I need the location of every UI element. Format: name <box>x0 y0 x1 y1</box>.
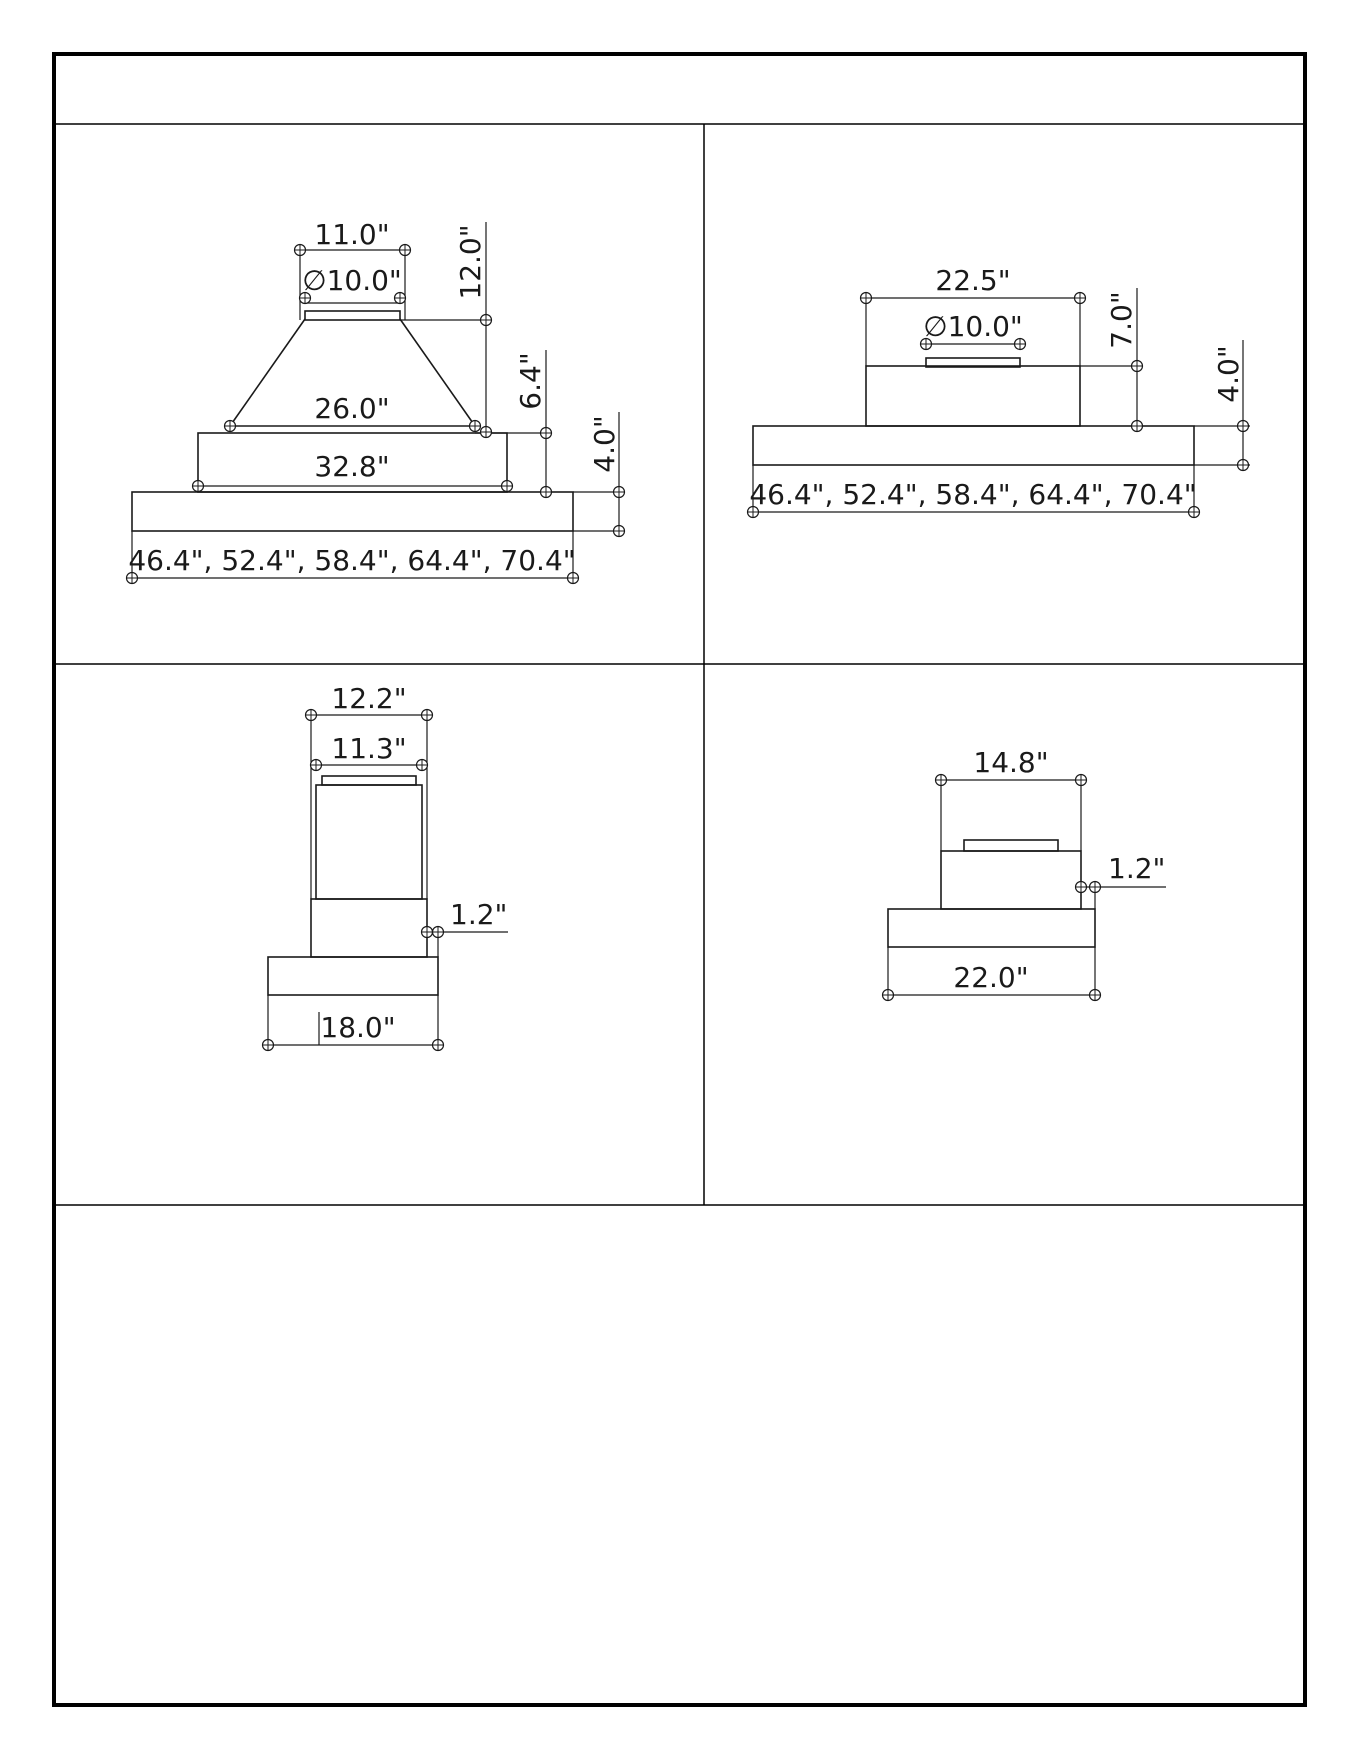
dim-middle-width: 32.8" <box>314 450 390 483</box>
dim-trapezoid-height: 6.4" <box>514 352 547 410</box>
dim-base-height: 4.0" <box>588 415 621 473</box>
dim-outer-width: 12.2" <box>331 682 407 715</box>
dim-top-width: 11.0" <box>314 218 390 251</box>
dim-offset: 1.2" <box>450 898 508 931</box>
dim-base-depth: 18.0" <box>320 1011 396 1044</box>
front-view-chimney-hood <box>127 218 626 584</box>
dim-upper-width-side: 14.8" <box>973 746 1049 779</box>
dim-inner-width: 11.3" <box>331 732 407 765</box>
dim-upper-height: 7.0" <box>1105 291 1138 349</box>
dim-upper-width: 22.5" <box>935 264 1011 297</box>
dim-offset-side: 1.2" <box>1108 852 1166 885</box>
dim-chimney-height: 12.0" <box>454 224 487 300</box>
dim-base-widths: 46.4", 52.4", 58.4", 64.4", 70.4" <box>128 544 576 577</box>
dim-base-height-right: 4.0" <box>1212 345 1245 403</box>
dim-duct-diameter: ∅10.0" <box>302 264 402 297</box>
dim-base-depth-side: 22.0" <box>953 961 1029 994</box>
side-view-chimney-hood <box>263 682 509 1051</box>
dim-trapezoid-bottom: 26.0" <box>314 392 390 425</box>
dim-base-widths-right: 46.4", 52.4", 58.4", 64.4", 70.4" <box>749 478 1197 511</box>
front-view-box-hood <box>748 264 1251 518</box>
dim-duct-diameter-right: ∅10.0" <box>923 310 1023 343</box>
side-view-box-hood <box>883 746 1167 1001</box>
